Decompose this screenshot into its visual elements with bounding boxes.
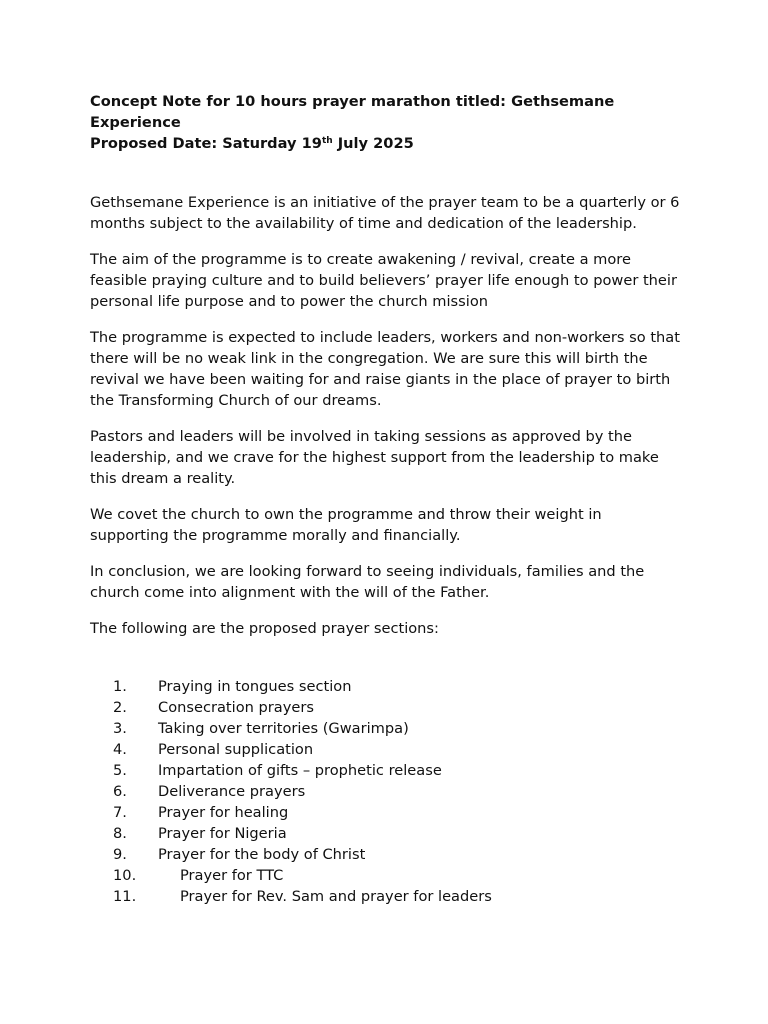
list-item-text: Prayer for Nigeria: [158, 825, 287, 842]
list-item-number: 11.: [113, 888, 137, 905]
proposed-date: [90, 133, 680, 154]
list-item-text: Deliverance prayers: [158, 783, 306, 800]
list-item: [113, 886, 680, 907]
list-item: [113, 760, 680, 781]
list-item: [113, 676, 680, 697]
list-item-number: 8.: [113, 825, 127, 842]
list-item: [113, 865, 680, 886]
list-item: [113, 802, 680, 823]
list-item: [113, 718, 680, 739]
paragraph-intro: Gethsemane Experience is an initiative of the prayer team to be a quarterly or 6 months subject to the availability of time and dedication of the leadership.: [90, 194, 680, 232]
document-title: Concept Note for 10 hours prayer marathon titled: Gethsemane Experience: [90, 93, 615, 131]
list-item-text: Prayer for healing: [158, 804, 289, 821]
paragraph-conclusion: In conclusion, we are looking forward to seeing individuals, families and the church come into alignment with the will of the Father.: [90, 563, 645, 601]
list-item: [113, 697, 680, 718]
paragraph-aim: The aim of the programme is to create awakening / revival, create a more feasible praying culture and to build believers’ prayer life enough to power their personal life purpose and to power the church mission: [90, 251, 677, 310]
list-item-number: 6.: [113, 783, 127, 800]
list-item-text: Impartation of gifts – prophetic release: [158, 762, 442, 779]
list-item-number: 9.: [113, 846, 127, 863]
list-item-number: 10.: [113, 867, 137, 884]
list-item-text: Prayer for the body of Christ: [158, 846, 366, 863]
paragraph-list-intro: The following are the proposed prayer sections:: [90, 620, 439, 637]
document-page: [90, 91, 680, 923]
list-item: [113, 823, 680, 844]
prayer-sections-list: [90, 676, 680, 907]
list-item-text: Prayer for Rev. Sam and prayer for leaders: [180, 888, 492, 905]
list-item: [113, 844, 680, 865]
proposed-date-suffix: July 2025: [332, 135, 414, 152]
proposed-date-prefix: Proposed Date: Saturday 19: [90, 135, 322, 152]
list-item-number: 5.: [113, 762, 127, 779]
list-item-number: 7.: [113, 804, 127, 821]
list-item-text: Taking over territories (Gwarimpa): [158, 720, 409, 737]
list-item: [113, 781, 680, 802]
list-item-number: 1.: [113, 678, 127, 695]
date-ordinal-suffix: th: [321, 136, 333, 146]
paragraph-support: We covet the church to own the programme and throw their weight in supporting the programme morally and financially.: [90, 506, 602, 544]
paragraph-participants: The programme is expected to include leaders, workers and non-workers so that there will be no weak link in the congregation. We are sure this will birth the revival we have been waiting for and raise giants in the place of prayer to birth the Transforming Church of our dreams.: [90, 329, 680, 409]
list-item-text: Prayer for TTC: [180, 867, 284, 884]
list-item-number: 3.: [113, 720, 127, 737]
list-item-number: 2.: [113, 699, 127, 716]
paragraph-pastors: Pastors and leaders will be involved in taking sessions as approved by the leadership, and we crave for the highest support from the leadership to make this dream a reality.: [90, 428, 659, 487]
list-item-text: Consecration prayers: [158, 699, 314, 716]
list-item-number: 4.: [113, 741, 127, 758]
list-item-text: Praying in tongues section: [158, 678, 352, 695]
list-item: [113, 739, 680, 760]
list-item-text: Personal supplication: [158, 741, 314, 758]
